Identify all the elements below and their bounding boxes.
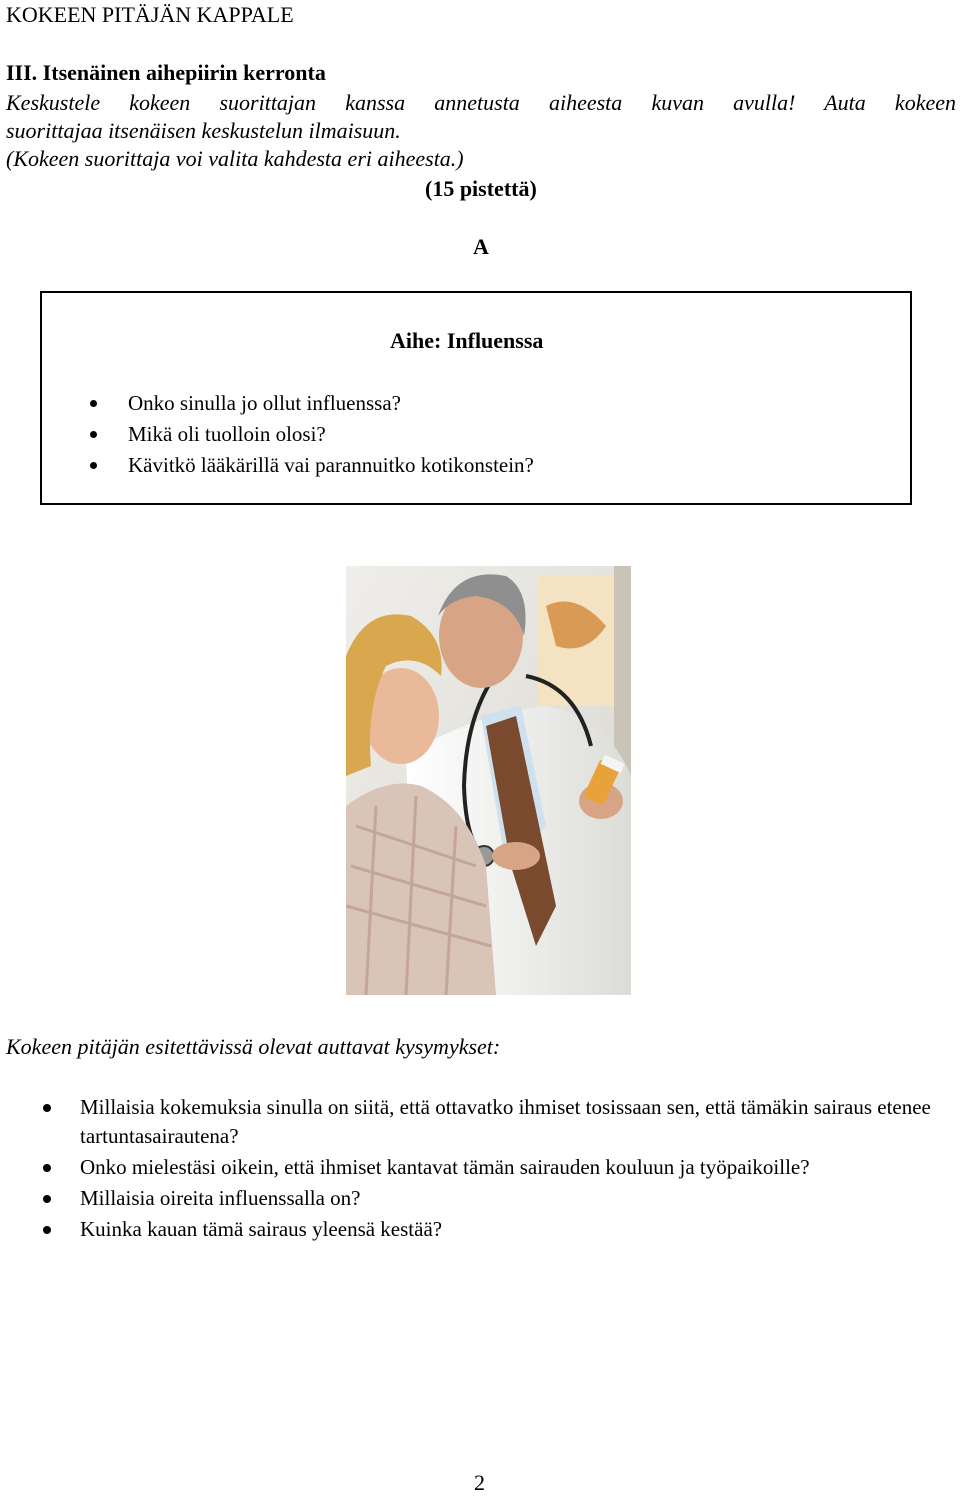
topic-title: Aihe: Influenssa [390,328,544,353]
points-label: (15 pistettä) [425,176,537,201]
instruction-line: suorittajaa itsenäisen keskustelun ilmaisuun. [6,118,401,143]
variant-label: A [473,234,489,259]
instruction-line: Keskustele kokeen suorittajan kanssa annetusta aiheesta kuvan avulla! Auta kokeen [6,90,956,115]
bullet-icon [43,1195,51,1203]
instruction-line: (Kokeen suorittaja voi valita kahdesta eri aiheesta.) [6,146,464,171]
topic-question: Mikä oli tuolloin olosi? [128,422,326,446]
list-item [90,389,534,420]
list-item [90,451,534,482]
bullet-icon [43,1104,51,1112]
section-title: III. Itsenäinen aihepiirin kerronta [6,60,326,85]
document-header: KOKEEN PITÄJÄN KAPPALE [6,2,294,27]
aux-question: Onko mielestäsi oikein, että ihmiset kantavat tämän sairauden kouluun ja työpaikoille? [80,1155,810,1179]
list-item [40,1184,958,1213]
topic-question: Onko sinulla jo ollut influenssa? [128,391,401,415]
list-item [90,420,534,451]
topic-question-list [90,389,534,482]
bullet-icon [43,1226,51,1234]
list-item [40,1153,958,1182]
aux-question-list [40,1093,958,1246]
aux-question: Millaisia oireita influenssalla on? [80,1186,361,1210]
bullet-icon [90,462,97,469]
bullet-icon [90,400,97,407]
aux-question: Kuinka kauan tämä sairaus yleensä kestää? [80,1217,443,1241]
bullet-icon [43,1164,51,1172]
instructions [6,89,956,173]
doctor-patient-photo [346,566,631,995]
list-item [40,1215,958,1244]
photo-illustration [346,566,631,995]
topic-question: Kävitkö lääkärillä vai parannuitko kotikonstein? [128,453,534,477]
aux-heading: Kokeen pitäjän esitettävissä olevat auttavat kysymykset: [6,1034,501,1059]
page-number: 2 [474,1470,485,1495]
list-item [40,1093,958,1151]
aux-question: Millaisia kokemuksia sinulla on siitä, että ottavatko ihmiset tosissaan sen, että tämäkin sairaus etenee tartuntasairautena? [80,1095,931,1148]
bullet-icon [90,431,97,438]
